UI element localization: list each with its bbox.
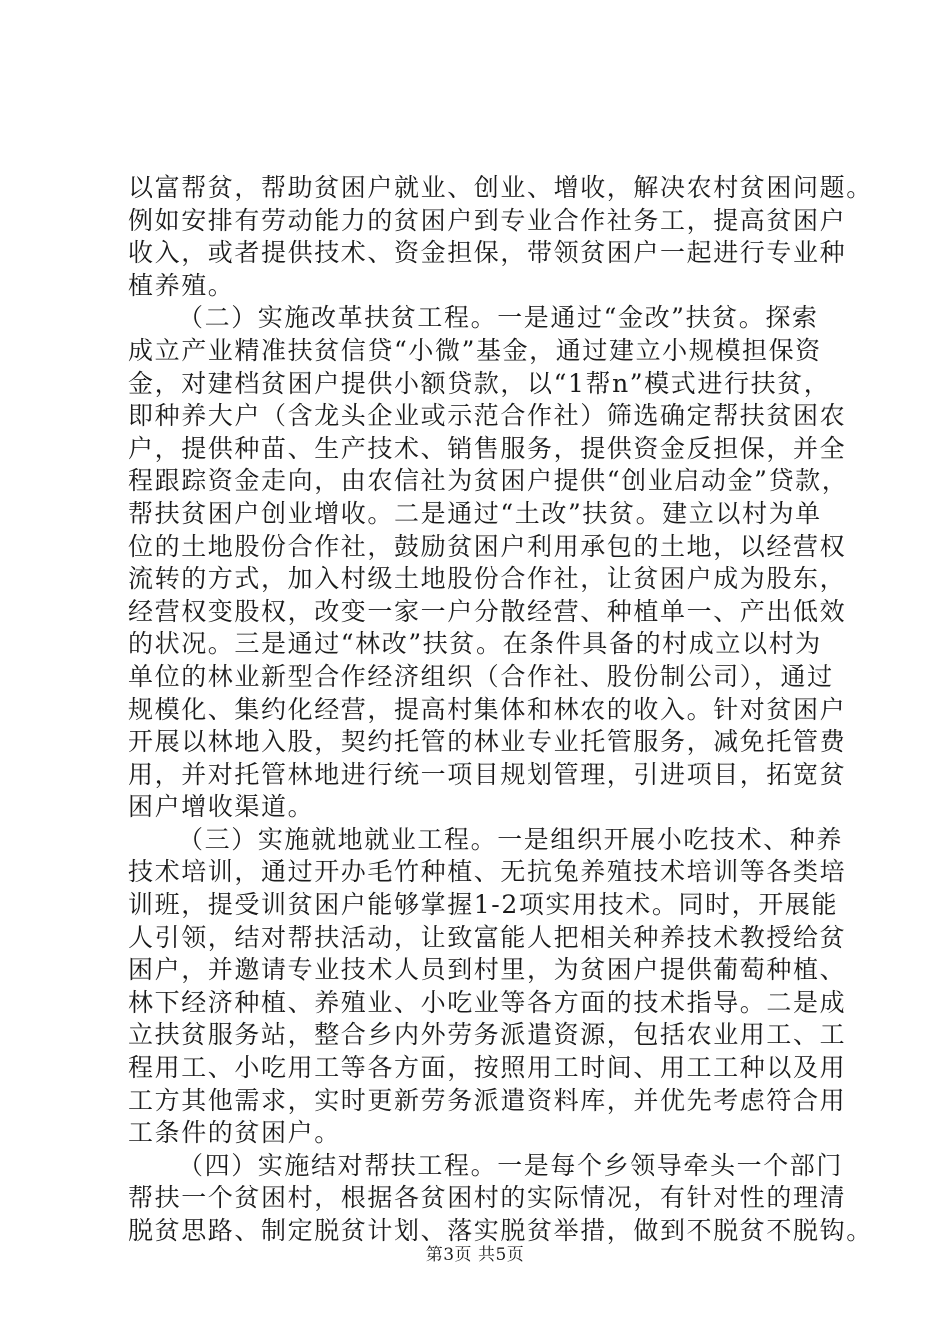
page-footer: 第3页 共5页	[425, 1245, 525, 1265]
text-line: 立扶贫服务站，整合乡内外劳务派遣资源，包括农业用工、工	[128, 1020, 847, 1050]
text-line: 流转的方式，加入村级土地股份合作社，让贫困户成为股东，	[128, 564, 847, 594]
text-line: 人引领，结对帮扶活动，让致富能人把相关种养技术教授给贫	[128, 922, 847, 952]
text-line: 以富帮贫，帮助贫困户就业、创业、增收，解决农村贫困问题。	[128, 173, 873, 202]
text-line: 例如安排有劳动能力的贫困户到专业合作社务工，提高贫困户	[128, 205, 847, 235]
text-line: 经营权变股权，改变一家一户分散经营、种植单一、产出低效	[128, 596, 847, 626]
text-line: 训班，提受训贫困户能够掌握1-2项实用技术。同时，开展能	[128, 890, 839, 920]
text-line: 困户增收渠道。	[128, 792, 315, 822]
text-line: 用，并对托管林地进行统一项目规划管理，引进项目，拓宽贫	[128, 759, 847, 789]
text-line: 林下经济种植、养殖业、小吃业等各方面的技术指导。二是成	[128, 987, 847, 1017]
text-line: 程跟踪资金走向，由农信社为贫困户提供“创业启动金”贷款，	[128, 466, 849, 496]
text-line: 帮扶一个贫困村，根据各贫困村的实际情况，有针对性的理清	[128, 1183, 847, 1213]
paragraph-first-line: （二）实施改革扶贫工程。一是通过“金改”扶贫。探索	[178, 303, 819, 333]
paragraph-first-line: （三）实施就地就业工程。一是组织开展小吃技术、种养	[178, 824, 844, 854]
document-body	[128, 172, 873, 1248]
text-line: 困户，并邀请专业技术人员到村里，为贫困户提供葡萄种植、	[128, 955, 847, 985]
text-line: 植养殖。	[128, 270, 235, 300]
text-line: 程用工、小吃用工等各方面，按照用工时间、用工工种以及用	[128, 1053, 847, 1083]
text-line: 收入，或者提供技术、资金担保，带领贫困户一起进行专业种	[128, 238, 847, 268]
text-line: 开展以林地入股，契约托管的林业专业托管服务，减免托管费	[128, 727, 847, 757]
paragraph-first-line: （四）实施结对帮扶工程。一是每个乡领导牵头一个部门	[178, 1150, 844, 1180]
text-line: 的状况。三是通过“林改”扶贫。在条件具备的村成立以村为	[128, 629, 822, 659]
text-line: 位的土地股份合作社，鼓励贫困户利用承包的土地，以经营权	[128, 531, 847, 561]
text-line: 户，提供种苗、生产技术、销售服务，提供资金反担保，并全	[128, 433, 847, 463]
text-line: 即种养大户（含龙头企业或示范合作社）筛选确定帮扶贫困农	[128, 401, 847, 431]
text-line: 单位的林业新型合作经济组织（合作社、股份制公司），通过	[128, 661, 834, 691]
text-line: 规模化、集约化经营，提高村集体和林农的收入。针对贫困户	[128, 694, 847, 724]
text-line: 工条件的贫困户。	[128, 1118, 341, 1148]
text-line: 成立产业精准扶贫信贷“小微”基金，通过建立小规模担保资	[128, 335, 822, 365]
text-line: 脱贫思路、制定脱贫计划、落实脱贫举措，做到不脱贫不脱钩。	[128, 1216, 873, 1245]
text-line: 帮扶贫困户创业增收。二是通过“土改”扶贫。建立以村为单	[128, 498, 822, 528]
text-line: 金，对建档贫困户提供小额贷款，以“1帮n”模式进行扶贫，	[128, 368, 831, 398]
text-line: 技术培训，通过开办毛竹种植、无抗兔养殖技术培训等各类培	[128, 857, 847, 887]
text-line: 工方其他需求，实时更新劳务派遣资料库，并优先考虑符合用	[128, 1085, 847, 1115]
